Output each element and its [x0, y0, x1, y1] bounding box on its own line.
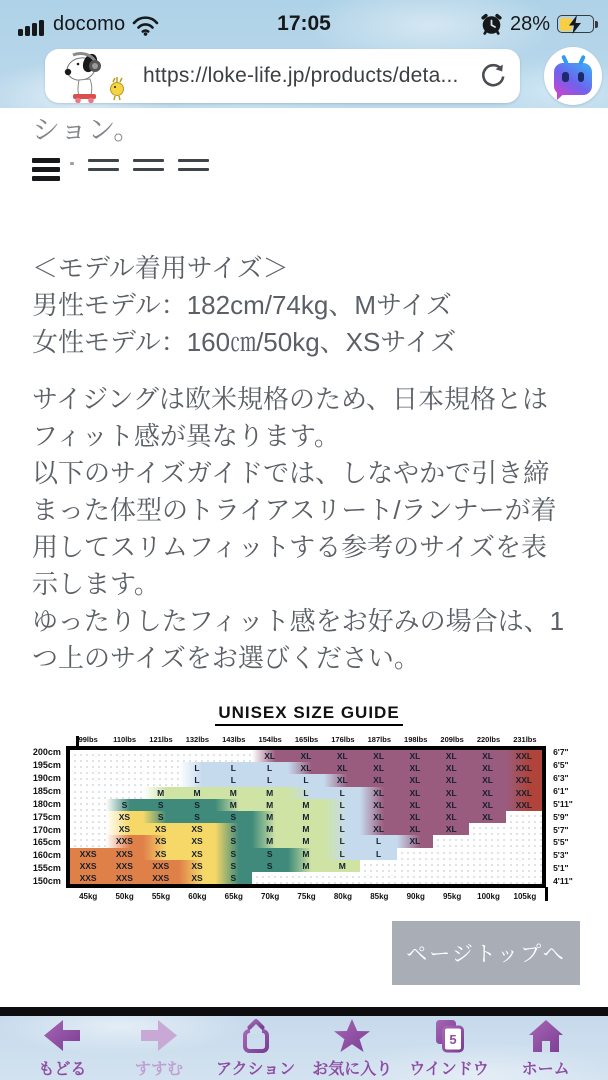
empty-cell [469, 860, 505, 872]
size-cell-xs: XS [143, 823, 179, 835]
size-cell-xl: XL [397, 835, 433, 847]
size-grid-row [70, 848, 542, 860]
height-cm-label: 190cm [32, 772, 61, 783]
page-top-button[interactable]: ページトップへ [392, 921, 580, 985]
size-cell-xxs: XXS [106, 860, 142, 872]
empty-cell [360, 872, 396, 884]
weight-kg-label: 95kg [442, 892, 462, 902]
size-cell-xxs: XXS [143, 872, 179, 884]
size-cell-s: S [215, 848, 251, 860]
size-cell-xs: XS [106, 811, 142, 823]
size-cell-xl: XL [469, 750, 505, 762]
weight-lbs-label: 99lbs [78, 735, 98, 744]
height-ft-label: 5'7" [553, 824, 569, 835]
size-cell-xl: XL [360, 762, 396, 774]
size-cell-l: L [215, 762, 251, 774]
snoopy-favicon [51, 49, 139, 103]
size-cell-xl: XL [360, 787, 396, 799]
weight-lbs-axis [70, 735, 543, 744]
size-guide-chart [30, 703, 588, 901]
empty-cell [433, 860, 469, 872]
size-grid-row [70, 787, 542, 799]
height-cm-axis [30, 746, 66, 888]
toolbar-forward-button[interactable]: すすむ [111, 1018, 207, 1079]
height-ft-label: 5'3" [553, 850, 569, 861]
size-cell-s: S [215, 835, 251, 847]
size-cell-xs: XS [179, 872, 215, 884]
size-cell-l: L [215, 774, 251, 786]
size-cell-xl: XL [469, 787, 505, 799]
weight-lbs-label: 132lbs [185, 735, 210, 744]
toolbar-back-button[interactable]: もどる [14, 1018, 110, 1079]
size-cell-xl: XL [360, 774, 396, 786]
size-cell-m: M [252, 799, 288, 811]
empty-cell [433, 848, 469, 860]
carrier-label: docomo [53, 12, 126, 35]
double-bar-icon-1 [88, 156, 119, 171]
size-cell-l: L [324, 811, 360, 823]
toolbar-favorites-button[interactable]: お気に入り [304, 1018, 400, 1079]
height-cm-label: 170cm [32, 824, 61, 835]
height-ft-label: 5'5" [553, 837, 569, 848]
web-page-content [0, 108, 608, 1007]
size-cell-l: L [324, 787, 360, 799]
toolbar-home-button[interactable]: ホーム [498, 1018, 594, 1079]
clock-label: 17:05 [277, 12, 331, 35]
weight-lbs-label: 121lbs [149, 735, 173, 744]
size-cell-m: M [288, 811, 324, 823]
status-bar [0, 0, 608, 42]
weight-kg-label: 90kg [406, 892, 425, 902]
size-cell-l: L [179, 774, 215, 786]
weight-kg-label: 85kg [370, 892, 389, 902]
size-cell-xxl: XXL [506, 762, 542, 774]
size-cell-xl: XL [288, 750, 324, 762]
video-app-button[interactable] [544, 47, 602, 105]
size-cell-xxs: XXS [106, 872, 142, 884]
truncated-text-line: ション。 [32, 114, 142, 145]
empty-cell [70, 811, 106, 823]
size-cell-xxs: XXS [106, 835, 142, 847]
empty-cell [433, 872, 469, 884]
empty-cell [179, 750, 215, 762]
size-cell-xl: XL [433, 774, 469, 786]
size-cell-xl: XL [469, 811, 505, 823]
empty-cell [288, 872, 324, 884]
window-count-badge: 5 [449, 1031, 457, 1047]
tv-app-icon [554, 63, 592, 95]
empty-cell [506, 835, 542, 847]
size-cell-xl: XL [397, 823, 433, 835]
size-cell-s: S [252, 848, 288, 860]
text-line: フィット感が異なります。 [32, 421, 340, 451]
toolbar-windows-button[interactable]: 5 ウインドウ [401, 1018, 497, 1079]
weight-lbs-label: 143lbs [222, 735, 246, 744]
size-cell-m: M [252, 823, 288, 835]
sizing-note-paragraph [32, 381, 588, 677]
weight-lbs-label: 165lbs [294, 735, 319, 744]
height-ft-label: 6'7" [553, 747, 569, 757]
size-cell-l: L [252, 762, 288, 774]
height-cm-label: 175cm [32, 811, 61, 822]
size-cell-l: L [288, 787, 324, 799]
size-cell-xs: XS [143, 848, 179, 860]
toolbar-divider [0, 1007, 608, 1016]
size-cell-s: S [215, 811, 251, 823]
size-cell-l: L [324, 823, 360, 835]
size-cell-m: M [252, 787, 288, 799]
weight-kg-label: 65kg [224, 892, 243, 902]
size-cell-xl: XL [433, 823, 469, 835]
battery-percent-label: 28% [509, 12, 550, 35]
size-cell-xl: XL [433, 787, 469, 799]
size-cell-s: S [252, 860, 288, 872]
size-cell-xxs: XXS [70, 872, 106, 884]
text-line: 示します。 [32, 569, 160, 599]
size-cell-xl: XL [324, 762, 360, 774]
hamburger-icon[interactable] [32, 156, 60, 181]
empty-cell [324, 872, 360, 884]
weight-kg-label: 45kg [79, 892, 98, 902]
size-grid-row [70, 799, 542, 811]
size-cell-m: M [288, 823, 324, 835]
empty-cell [506, 860, 542, 872]
weight-kg-label: 50kg [115, 892, 134, 902]
size-cell-xl: XL [433, 811, 469, 823]
height-ft-label: 6'5" [553, 759, 569, 770]
empty-cell [143, 774, 179, 786]
empty-cell [143, 762, 179, 774]
size-cell-xl: XL [469, 774, 505, 786]
height-ft-axis [546, 746, 588, 888]
size-cell-l: L [324, 848, 360, 860]
empty-cell [215, 750, 251, 762]
size-cell-xxs: XXS [70, 860, 106, 872]
size-cell-m: M [288, 835, 324, 847]
empty-cell [469, 835, 505, 847]
browser-toolbar [0, 1016, 608, 1080]
empty-cell [397, 860, 433, 872]
weight-lbs-label: 187lbs [367, 735, 391, 744]
double-bar-icon-2 [133, 156, 164, 171]
star-icon [332, 1018, 372, 1054]
size-cell-xl: XL [397, 811, 433, 823]
size-cell-l: L [252, 774, 288, 786]
weight-kg-label: 70kg [261, 892, 280, 902]
url-text[interactable]: https://loke-life.jp/products/deta... [143, 64, 459, 87]
text-line: 用してスリムフィットする参考のサイズを表 [32, 532, 548, 562]
weight-lbs-label: 220lbs [476, 735, 501, 744]
height-cm-label: 160cm [32, 850, 61, 861]
size-grid-row [70, 872, 542, 884]
size-cell-s: S [215, 860, 251, 872]
size-cell-xxs: XXS [70, 848, 106, 860]
size-cell-xxl: XXL [506, 787, 542, 799]
text-line: ゆったりしたフィット感をお好みの場合は、1 [32, 606, 565, 636]
empty-cell [70, 762, 106, 774]
size-cell-xxs: XXS [143, 860, 179, 872]
refresh-icon[interactable] [480, 63, 506, 89]
size-cell-xl: XL [360, 811, 396, 823]
size-cell-m: M [143, 787, 179, 799]
empty-cell [506, 823, 542, 835]
size-cell-s: S [106, 799, 142, 811]
height-cm-label: 155cm [32, 863, 61, 874]
text-line: 女性モデル：160㎝/50kg、XSサイズ [32, 327, 457, 357]
height-cm-label: 180cm [32, 798, 61, 809]
height-ft-label: 5'11" [553, 798, 573, 809]
text-line: まった体型のトライアスリート/ランナーが着 [32, 495, 557, 525]
small-dot [70, 162, 74, 165]
height-ft-label: 6'1" [553, 785, 569, 796]
axis-tick-top-left [76, 736, 79, 750]
weight-kg-label: 80kg [333, 892, 353, 902]
empty-cell [469, 848, 505, 860]
size-cell-s: S [179, 811, 215, 823]
address-bar[interactable] [45, 49, 520, 103]
empty-cell [106, 750, 142, 762]
home-icon [526, 1018, 566, 1054]
axis-tick-bottom-right [545, 887, 548, 901]
weight-kg-label: 100kg [477, 892, 500, 902]
size-cell-xxl: XXL [506, 750, 542, 762]
empty-cell [252, 872, 288, 884]
size-cell-l: L [360, 848, 396, 860]
empty-cell [506, 848, 542, 860]
size-cell-xs: XS [179, 848, 215, 860]
double-bar-icon-3 [178, 156, 209, 171]
size-cell-xl: XL [433, 799, 469, 811]
size-cell-m: M [215, 787, 251, 799]
weight-kg-label: 105kg [513, 892, 537, 902]
back-arrow-icon [42, 1018, 82, 1054]
empty-cell [397, 872, 433, 884]
share-icon [236, 1018, 276, 1054]
size-cell-xl: XL [397, 762, 433, 774]
text-line: 男性モデル：182cm/74kg、Mサイズ [32, 290, 452, 320]
height-ft-label: 4'11" [553, 876, 573, 887]
weight-lbs-label: 231lbs [513, 735, 537, 744]
weight-lbs-label: 198lbs [404, 735, 428, 744]
weight-lbs-label: 176lbs [331, 735, 355, 744]
size-grid-row [70, 823, 542, 835]
weight-kg-axis [70, 892, 543, 901]
size-cell-s: S [143, 799, 179, 811]
size-cell-xl: XL [360, 799, 396, 811]
size-cell-xl: XL [324, 750, 360, 762]
size-cell-xl: XL [469, 799, 505, 811]
empty-cell [70, 787, 106, 799]
lightning-bolt-icon [566, 14, 584, 35]
height-cm-label: 200cm [32, 747, 61, 757]
size-cell-s: S [215, 823, 251, 835]
empty-cell [469, 872, 505, 884]
size-grid-row [70, 774, 542, 786]
height-cm-label: 165cm [32, 837, 61, 848]
weight-lbs-label: 209lbs [440, 735, 464, 744]
height-cm-label: 195cm [32, 759, 61, 770]
size-grid-row [70, 860, 542, 872]
size-cell-xl: XL [397, 787, 433, 799]
empty-cell [70, 835, 106, 847]
text-line: 以下のサイズガイドでは、しなやかで引き締 [32, 458, 550, 488]
size-cell-s: S [143, 811, 179, 823]
size-cell-m: M [252, 835, 288, 847]
height-ft-label: 6'3" [553, 772, 569, 783]
size-cell-xl: XL [288, 762, 324, 774]
size-cell-xxs: XXS [106, 848, 142, 860]
empty-cell [360, 860, 396, 872]
size-cell-xl: XL [360, 750, 396, 762]
size-cell-xl: XL [324, 774, 360, 786]
size-grid [66, 746, 546, 888]
size-cell-xl: XL [397, 750, 433, 762]
browser-header [0, 0, 608, 108]
size-cell-xxl: XXL [506, 799, 542, 811]
size-cell-m: M [288, 860, 324, 872]
empty-cell [433, 835, 469, 847]
size-cell-l: L [324, 799, 360, 811]
text-line: サイジングは欧米規格のため、日本規格とは [32, 384, 548, 414]
height-cm-label: 150cm [32, 876, 61, 887]
windows-icon [429, 1018, 469, 1054]
size-grid-row [70, 762, 542, 774]
height-ft-label: 5'1" [553, 863, 569, 874]
size-cell-s: S [179, 799, 215, 811]
empty-cell [106, 774, 142, 786]
size-cell-m: M [288, 848, 324, 860]
size-cell-m: M [324, 860, 360, 872]
size-cell-l: L [324, 835, 360, 847]
empty-cell [469, 823, 505, 835]
battery-charging-icon [557, 15, 594, 33]
size-cell-xl: XL [397, 799, 433, 811]
forward-arrow-icon [139, 1018, 179, 1054]
list-icons-row [32, 156, 588, 198]
empty-cell [106, 787, 142, 799]
size-cell-xs: XS [143, 835, 179, 847]
weight-kg-label: 60kg [188, 892, 207, 902]
empty-cell [70, 774, 106, 786]
empty-cell [70, 750, 106, 762]
size-cell-xxl: XXL [506, 774, 542, 786]
size-cell-m: M [215, 799, 251, 811]
size-cell-l: L [360, 835, 396, 847]
size-cell-xs: XS [179, 860, 215, 872]
weight-kg-label: 55kg [151, 892, 171, 902]
size-cell-xl: XL [252, 750, 288, 762]
empty-cell [397, 848, 433, 860]
empty-cell [70, 823, 106, 835]
height-cm-label: 185cm [32, 785, 61, 796]
weight-kg-label: 75kg [297, 892, 316, 902]
size-cell-xl: XL [397, 774, 433, 786]
size-cell-xl: XL [360, 823, 396, 835]
size-cell-xl: XL [433, 762, 469, 774]
size-cell-m: M [179, 787, 215, 799]
size-cell-l: L [288, 774, 324, 786]
size-grid-row [70, 811, 542, 823]
weight-lbs-label: 110lbs [113, 735, 137, 744]
empty-cell [70, 799, 106, 811]
size-cell-l: L [179, 762, 215, 774]
chart-body [30, 746, 588, 888]
empty-cell [106, 762, 142, 774]
empty-cell [506, 811, 542, 823]
weight-lbs-label: 154lbs [258, 735, 282, 744]
text-line: ＜モデル着用サイズ＞ [32, 253, 289, 283]
empty-cell [506, 872, 542, 884]
size-grid-row [70, 835, 542, 847]
size-cell-xs: XS [179, 835, 215, 847]
size-cell-xs: XS [106, 823, 142, 835]
height-ft-label: 5'9" [553, 811, 569, 822]
size-cell-m: M [252, 811, 288, 823]
size-cell-xl: XL [433, 750, 469, 762]
size-cell-s: S [215, 872, 251, 884]
size-cell-xl: XL [469, 762, 505, 774]
text-line: つ上のサイズをお選びください。 [32, 643, 420, 673]
size-grid-row [70, 750, 542, 762]
size-cell-xs: XS [179, 823, 215, 835]
model-size-paragraph [32, 250, 588, 361]
empty-cell [143, 750, 179, 762]
toolbar-action-button[interactable]: アクション [208, 1018, 304, 1079]
url-row [0, 42, 608, 105]
chart-title: UNISEX SIZE GUIDE [215, 703, 402, 726]
size-cell-m: M [288, 799, 324, 811]
